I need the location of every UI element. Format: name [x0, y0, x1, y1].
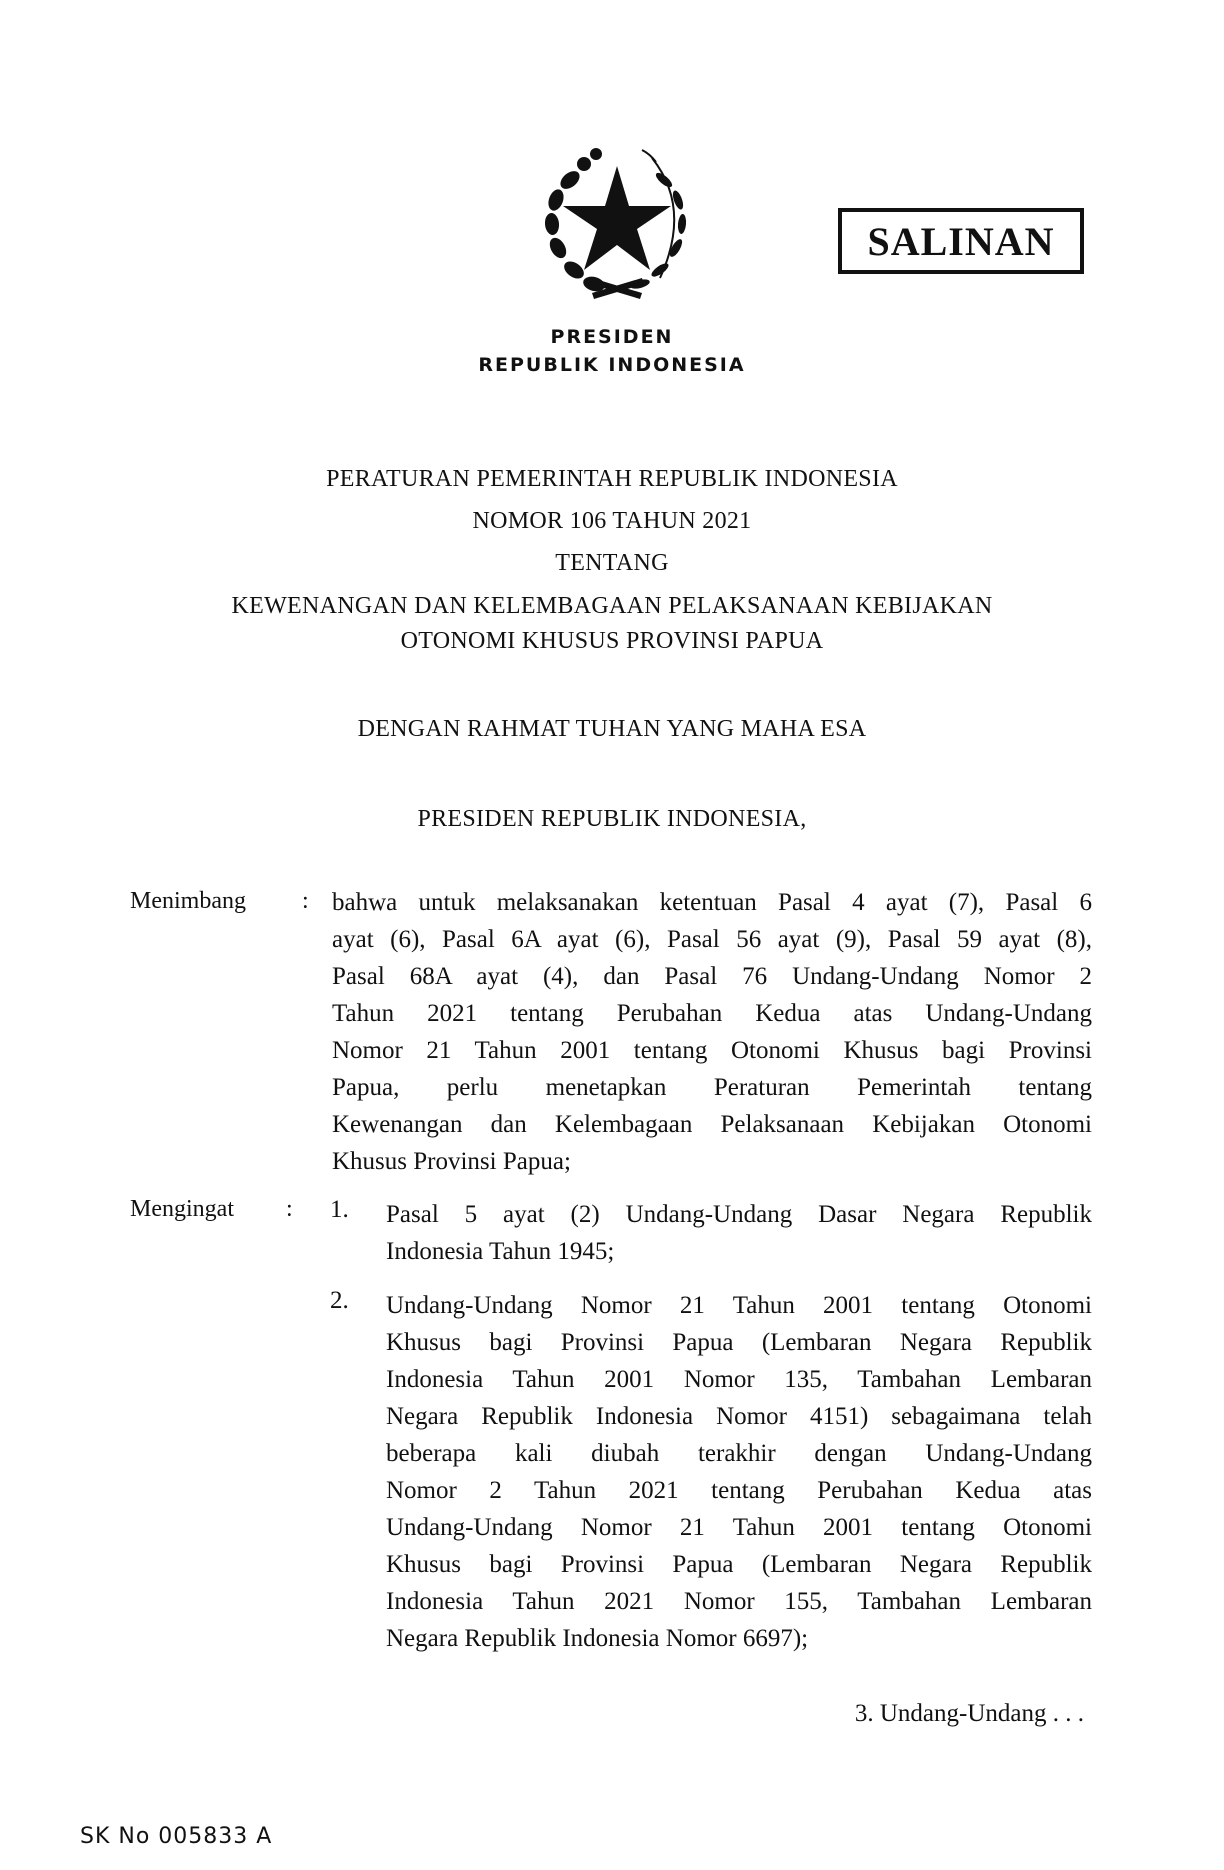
text-line: Tahun 2021 tentang Perubahan Kedua atas Undang-Undang — [332, 1000, 1092, 1027]
garuda-star-emblem-icon — [532, 128, 702, 308]
menimbang-label: Menimbang — [130, 888, 246, 914]
mengingat-item-1-number: 1. — [330, 1196, 349, 1223]
mengingat-colon: : — [286, 1196, 293, 1222]
text-line: Undang-Undang Nomor 21 Tahun 2001 tentang Otonomi — [386, 1292, 1092, 1319]
text-line: Indonesia Tahun 2021 Nomor 155, Tambahan Lembaran — [386, 1588, 1092, 1615]
text-line: Undang-Undang Nomor 21 Tahun 2001 tentang Otonomi — [386, 1514, 1092, 1541]
sk-number: SK No 005833 A — [80, 1824, 273, 1849]
invocation: DENGAN RAHMAT TUHAN YANG MAHA ESA — [357, 716, 867, 742]
text-line: Khusus bagi Provinsi Papua (Lembaran Negara Republik — [386, 1551, 1092, 1578]
regulation-number: NOMOR 106 TAHUN 2021 — [472, 508, 752, 534]
mengingat-item-2-number: 2. — [330, 1287, 349, 1314]
issuer: PRESIDEN REPUBLIK INDONESIA, — [417, 806, 807, 832]
text-line: Khusus Provinsi Papua; — [332, 1148, 571, 1175]
text-line: Negara Republik Indonesia Nomor 6697); — [386, 1625, 809, 1652]
text-line: Indonesia Tahun 1945; — [386, 1238, 615, 1265]
text-line: Pasal 68A ayat (4), dan Pasal 76 Undang-Undang Nomor 2 — [332, 963, 1092, 990]
regulation-title: PERATURAN PEMERINTAH REPUBLIK INDONESIA — [326, 466, 898, 492]
office-title-line2: REPUBLIK INDONESIA — [478, 354, 746, 376]
text-line: Indonesia Tahun 2001 Nomor 135, Tambahan Lembaran — [386, 1366, 1092, 1393]
text-line: ayat (6), Pasal 6A ayat (6), Pasal 56 ayat (9), Pasal 59 ayat (8), — [332, 926, 1092, 953]
text-line: Khusus bagi Provinsi Papua (Lembaran Negara Republik — [386, 1329, 1092, 1356]
text-line: bahwa untuk melaksanakan ketentuan Pasal 4 ayat (7), Pasal 6 — [332, 889, 1092, 916]
regulation-tentang: TENTANG — [555, 550, 669, 576]
text-line: beberapa kali diubah terakhir dengan Undang-Undang — [386, 1440, 1092, 1467]
text-line: Papua, perlu menetapkan Peraturan Pemerintah tentang — [332, 1074, 1092, 1101]
text-line: Negara Republik Indonesia Nomor 4151) sebagaimana telah — [386, 1403, 1092, 1430]
regulation-subject-line1: KEWENANGAN DAN KELEMBAGAAN PELAKSANAAN KEBIJAKAN — [231, 593, 993, 619]
salinan-stamp: SALINAN — [838, 208, 1084, 274]
regulation-subject-line2: OTONOMI KHUSUS PROVINSI PAPUA — [400, 628, 824, 654]
menimbang-colon: : — [302, 888, 309, 914]
continuation-marker: 3. Undang-Undang . . . — [854, 1700, 1084, 1727]
text-line: Nomor 21 Tahun 2001 tentang Otonomi Khusus bagi Provinsi — [332, 1037, 1092, 1064]
office-title-line1: PRESIDEN — [550, 326, 674, 348]
text-line: Kewenangan dan Kelembagaan Pelaksanaan Kebijakan Otonomi — [332, 1111, 1092, 1138]
text-line: Nomor 2 Tahun 2021 tentang Perubahan Kedua atas — [386, 1477, 1092, 1504]
mengingat-label: Mengingat — [130, 1196, 234, 1222]
text-line: Pasal 5 ayat (2) Undang-Undang Dasar Negara Republik — [386, 1201, 1092, 1228]
